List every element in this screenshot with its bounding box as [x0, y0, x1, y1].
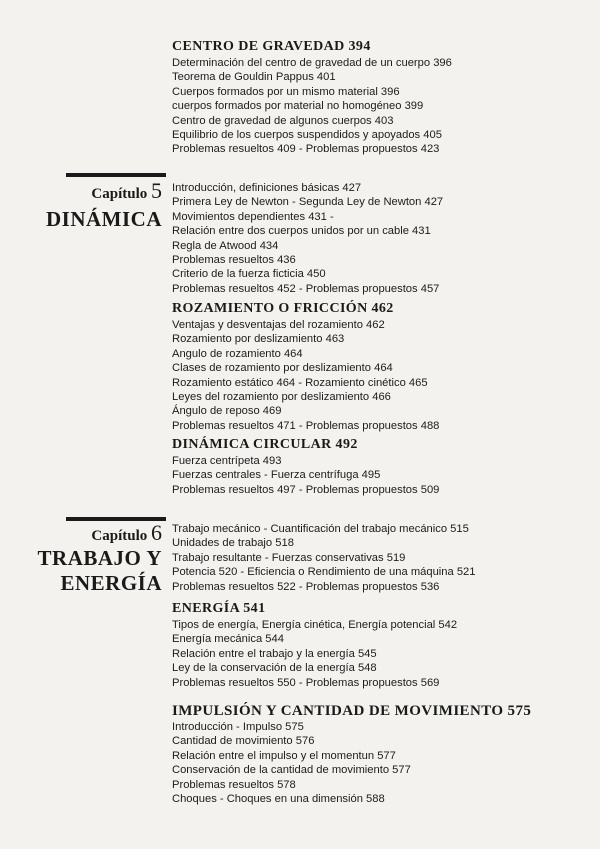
toc-entry: Movimientos dependientes 431 -	[172, 210, 334, 223]
chapter-label	[91, 520, 162, 546]
section-heading: IMPULSIÓN Y CANTIDAD DE MOVIMIENTO 575	[172, 703, 532, 719]
chapter-number: 5	[151, 178, 162, 203]
section-heading: ROZAMIENTO O FRICCIÓN 462	[172, 301, 394, 316]
item-list	[172, 56, 592, 157]
toc-entry: Rozamiento estático 464 - Rozamiento cinético 465	[172, 376, 428, 389]
toc-entry: Problemas resueltos 522 - Problemas propuestos 536	[172, 580, 440, 593]
section-dinamica-circular	[172, 436, 592, 497]
toc-entry: Introducción, definiciones básicas 427	[172, 182, 362, 194]
toc-entry: Equilibrio de los cuerpos suspendidos y apoyados 405	[172, 129, 442, 142]
section-heading: CENTRO DE GRAVEDAD 394	[172, 39, 371, 54]
toc-entry: Clases de rozamiento por deslizamiento 464	[172, 362, 393, 375]
toc-entry: Rozamiento por deslizamiento 463	[172, 333, 345, 346]
section-rozamiento	[172, 300, 592, 433]
toc-entry: Criterio de la fuerza ficticia 450	[172, 268, 326, 281]
toc-entry: Cantidad de movimiento 576	[172, 735, 315, 748]
toc-entry: Problemas resueltos 452 - Problemas propuestos 457	[172, 282, 440, 295]
section-heading: ENERGÍA 541	[172, 601, 266, 616]
toc-entry: Problemas resueltos 436	[172, 254, 296, 267]
toc-entry: Introducción - Impulso 575	[172, 721, 304, 733]
chapter-title	[46, 207, 162, 232]
toc-entry: Teorema de Gouldin Pappus 401	[172, 71, 336, 84]
toc-entry: Primera Ley de Newton - Segunda Ley de Newton 427	[172, 196, 444, 209]
toc-entry: Angulo de rozamiento 464	[172, 347, 303, 360]
toc-entry: Problemas resueltos 578	[172, 778, 296, 791]
toc-entry: Ángulo de reposo 469	[172, 405, 282, 418]
toc-entry: Trabajo resultante - Fuerzas conservativas 519	[172, 551, 406, 564]
chapter-label	[91, 178, 162, 204]
chapter-title-line: DINÁMICA	[46, 207, 162, 231]
toc-entry: Ventajas y desventajas del rozamiento 462	[172, 319, 385, 331]
toc-entry: Problemas resueltos 471 - Problemas propuestos 488	[172, 419, 440, 432]
toc-entry: Fuerzas centrales - Fuerza centrífuga 495	[172, 469, 381, 482]
chapter-title-line: ENERGÍA	[60, 571, 162, 595]
toc-entry: Relación entre el impulso y el momentun 577	[172, 749, 396, 762]
toc-entry: Fuerza centrípeta 493	[172, 455, 282, 467]
toc-entry: Potencia 520 - Eficiencia o Rendimiento de una máquina 521	[172, 566, 476, 579]
toc-entry: Trabajo mecánico - Cuantificación del trabajo mecánico 515	[172, 523, 469, 535]
toc-entry: Centro de gravedad de algunos cuerpos 403	[172, 114, 394, 127]
toc-entry: Cuerpos formados por un mismo material 396	[172, 85, 400, 98]
toc-entry: Unidades de trabajo 518	[172, 537, 294, 550]
section-trabajo	[172, 522, 592, 594]
toc-entry: Conservación de la cantidad de movimiento 577	[172, 764, 411, 777]
toc-entry: Leyes del rozamiento por deslizamiento 466	[172, 391, 391, 404]
toc-entry: Regla de Atwood 434	[172, 239, 279, 252]
chapter-word: Capítulo	[91, 186, 148, 202]
section-centro-de-gravedad	[172, 38, 592, 157]
section-impulsion	[172, 702, 592, 806]
toc-entry: Problemas resueltos 497 - Problemas propuestos 509	[172, 483, 440, 496]
toc-entry: Ley de la conservación de la energía 548	[172, 662, 377, 675]
chapter-number: 6	[151, 520, 162, 545]
toc-entry: Choques - Choques en una dimensión 588	[172, 793, 385, 806]
toc-entry: Tipos de energía, Energía cinética, Energía potencial 542	[172, 619, 458, 631]
section-heading: DINÁMICA CIRCULAR 492	[172, 437, 358, 452]
chapter-title-line: TRABAJO Y	[37, 546, 162, 570]
toc-entry: Problemas resueltos 550 - Problemas propuestos 569	[172, 676, 440, 689]
chapter-divider	[66, 173, 166, 177]
toc-entry: Relación entre el trabajo y la energía 545	[172, 647, 377, 660]
toc-entry: cuerpos formados por material no homogéneo 399	[172, 100, 424, 113]
toc-entry: Determinación del centro de gravedad de un cuerpo 396	[172, 57, 452, 69]
section-dinamica	[172, 181, 592, 296]
toc-entry: Relación entre dos cuerpos unidos por un cable 431	[172, 225, 431, 238]
chapter-title	[38, 546, 162, 596]
toc-entry: Energía mecánica 544	[172, 633, 284, 646]
toc-entry: Problemas resueltos 409 - Problemas propuestos 423	[172, 143, 440, 156]
section-energia	[172, 600, 592, 690]
chapter-word: Capítulo	[91, 528, 148, 544]
